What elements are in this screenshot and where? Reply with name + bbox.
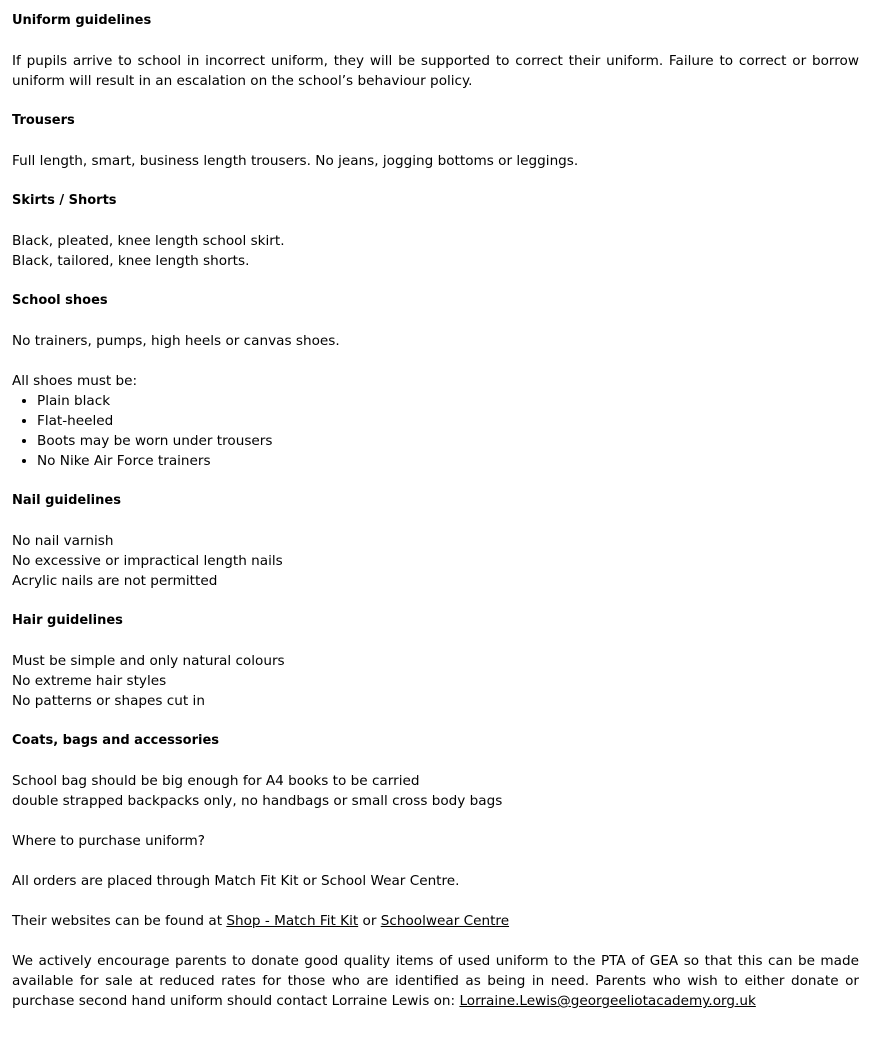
- schoolwear-centre-link[interactable]: Schoolwear Centre: [380, 913, 510, 929]
- skirts-shorts-heading: Skirts / Shorts: [12, 193, 117, 208]
- list-item: • No Nike Air Force trainers: [37, 451, 859, 471]
- hair-guidelines-heading: Hair guidelines: [12, 613, 123, 628]
- trousers-heading: Trousers: [12, 113, 75, 128]
- purchase-question: Where to purchase uniform?: [12, 833, 206, 849]
- coats-bags-heading: Coats, bags and accessories: [12, 733, 219, 748]
- nail-guidelines-heading: Nail guidelines: [12, 493, 121, 508]
- bag-line: School bag should be big enough for A4 books to be carried: [12, 773, 420, 789]
- bag-line: double strapped backpacks only, no handbags or small cross body bags: [12, 793, 503, 809]
- websites-line: [12, 911, 859, 931]
- websites-prefix: Their websites can be found at: [12, 913, 227, 929]
- list-item: • Plain black: [37, 391, 859, 411]
- skirt-line: Black, pleated, knee length school skirt.: [12, 233, 285, 249]
- school-shoes-heading: School shoes: [12, 293, 108, 308]
- shoes-list: [12, 391, 859, 471]
- nail-line: Acrylic nails are not permitted: [12, 573, 218, 589]
- donate-text: We actively encourage parents to donate good quality items of used uniform to the PTA of GEA so that this can be made available for sale at reduced rates for those who are identified as being in need. Parents who wish to either donate or purchase second hand uniform should contact Lorraine Lewis on:: [12, 953, 859, 1009]
- hair-line: No patterns or shapes cut in: [12, 693, 205, 709]
- intro-paragraph: If pupils arrive to school in incorrect uniform, they will be supported to correct their uniform. Failure to correct or borrow uniform will result in an escalation on the school’s behaviour policy.: [12, 53, 859, 89]
- hair-line: No extreme hair styles: [12, 673, 167, 689]
- websites-or: or: [358, 913, 381, 929]
- list-item: • Boots may be worn under trousers: [37, 431, 859, 451]
- list-item: • Flat-heeled: [37, 411, 859, 431]
- trousers-text: Full length, smart, business length trousers. No jeans, jogging bottoms or leggings.: [12, 153, 579, 169]
- shorts-line: Black, tailored, knee length shorts.: [12, 253, 250, 269]
- shoes-text: No trainers, pumps, high heels or canvas shoes.: [12, 333, 340, 349]
- orders-text: All orders are placed through Match Fit Kit or School Wear Centre.: [12, 873, 460, 889]
- match-fit-kit-link[interactable]: Shop - Match Fit Kit: [226, 913, 359, 929]
- shoes-list-intro: All shoes must be:: [12, 373, 138, 389]
- donate-paragraph: [12, 951, 859, 1011]
- uniform-guidelines-heading: Uniform guidelines: [12, 13, 152, 28]
- hair-line: Must be simple and only natural colours: [12, 653, 285, 669]
- email-link[interactable]: Lorraine.Lewis@georgeeliotacademy.org.uk: [459, 993, 756, 1009]
- nail-line: No nail varnish: [12, 533, 114, 549]
- nail-line: No excessive or impractical length nails: [12, 553, 283, 569]
